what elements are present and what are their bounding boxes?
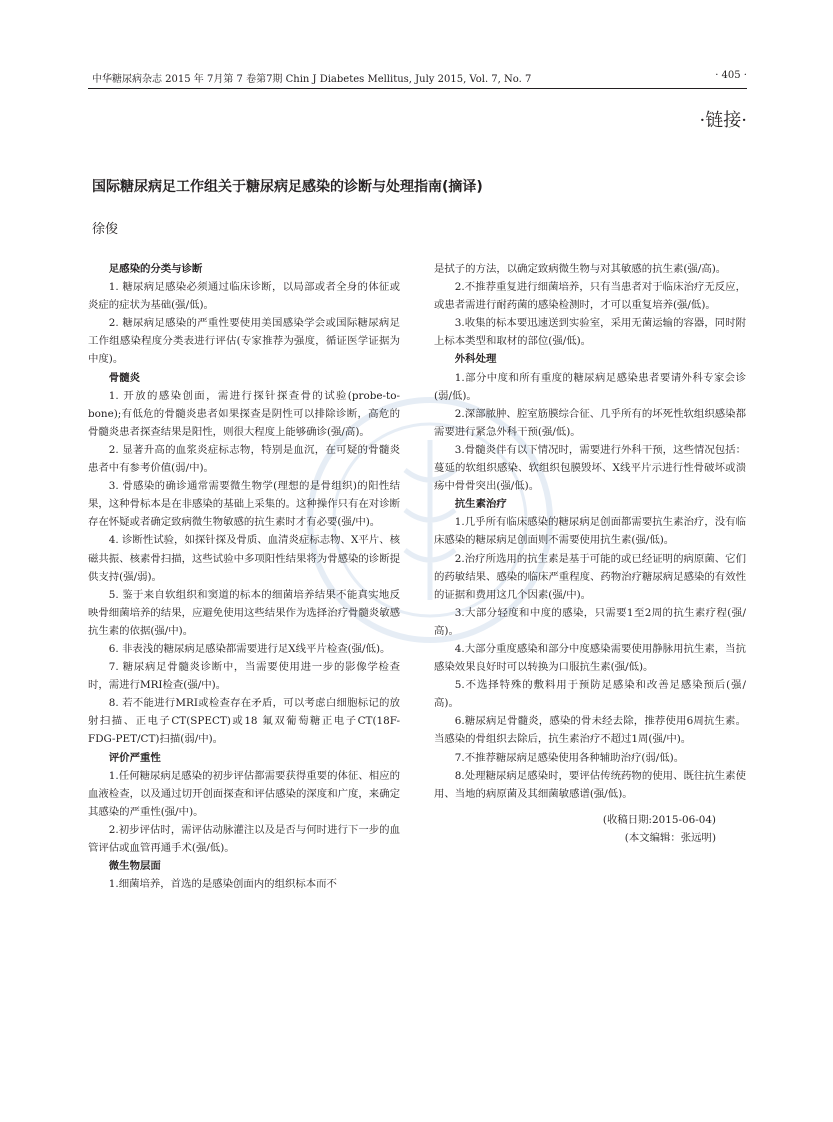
section-heading: 足感染的分类与诊断	[108, 263, 203, 275]
section-tag: ·链接·	[699, 110, 747, 131]
paragraph: 2.治疗所选用的抗生素是基于可能的或已经证明的病原菌、它们的药敏结果、感染的临床严重程度、药物治疗糖尿病足感染的有效性的证据和费用这几个因素(强/中)。	[434, 552, 746, 601]
article-title: 国际糖尿病足工作组关于糖尿病足感染的诊断与处理指南(摘译)	[92, 179, 483, 195]
article-meta	[434, 811, 746, 847]
paragraph: 5. 鉴于来自软组织和窦道的标本的细菌培养结果不能真实地反映骨细菌培养的结果，应避免使用这些结果作为选择治疗骨髓炎敏感抗生素的依据(强/中)。	[88, 588, 400, 637]
paragraph: 2.深部脓肿、腔室筋膜综合征、几乎所有的坏死性软组织感染都需要进行紧急外科干预(强/低)。	[434, 407, 746, 438]
paragraph: 2. 显著升高的血浆炎症标志物，特别是血沉，在可疑的骨髓炎患者中有参考价值(弱/中)。	[88, 443, 400, 475]
page-number: · 405 ·	[715, 70, 747, 81]
right-column	[434, 260, 746, 847]
received-date: (收稿日期:2015-06-04)	[602, 813, 716, 826]
paragraph: 2.初步评估时，需评估动脉灌注以及是否与何时进行下一步的血管评估或血管再通手术(强/低)。	[88, 823, 400, 854]
paragraph: 3.大部分轻度和中度的感染，只需要1至2周的抗生素疗程(强/高)。	[434, 606, 746, 637]
paragraph: 4. 诊断性试验，如探针探及骨质、血清炎症标志物、X平片、核磁共振、核素骨扫描，这些试验中多项阳性结果将为骨感染的诊断提供支持(强/弱)。	[88, 534, 400, 583]
paragraph: 1.任何糖尿病足感染的初步评估都需要获得重要的体征、相应的血液检查，以及通过切开创面探查和评估感染的深度和广度，来确定其感染的严重性(强/中)。	[88, 769, 400, 818]
section-heading: 抗生素治疗	[454, 498, 507, 511]
paragraph: 7. 糖尿病足骨髓炎诊断中，当需要使用进一步的影像学检查时，需进行MRI检查(强/中)。	[88, 661, 400, 692]
paragraph: 5.不选择特殊的敷料用于预防足感染和改善足感染预后(强/高)。	[434, 679, 746, 710]
section-heading: 微生物层面	[108, 860, 161, 873]
paragraph: 6. 非表浅的糖尿病足感染都需要进行足X线平片检查(强/低)。	[108, 642, 391, 655]
paragraph: 1. 开放的感染创面，需进行探针探查骨的试验(probe-to-bone);有低危的骨髓炎患者如果探查是阴性可以排除诊断，高危的骨髓炎患者探查结果是阳性，则很大程度上能够确诊(强/高)。	[88, 389, 400, 438]
section-heading: 骨髓炎	[108, 371, 140, 384]
paragraph: 1.细菌培养，首选的是感染创面内的组织标本而不	[108, 878, 337, 891]
paragraph: 2. 糖尿病足感染的严重性要使用美国感染学会或国际糖尿病足工作组感染程度分类表进行评估(专家推荐为强度，循证医学证据为中度)。	[88, 317, 400, 366]
left-column	[88, 260, 400, 893]
section-heading: 评价严重性	[108, 751, 161, 764]
paragraph: 3.骨髓炎伴有以下情况时，需要进行外科干预，这些情况包括：蔓延的软组织感染、软组织包膜毁坏、X线平片示进行性骨破坏或溃疡中骨骨突出(强/低)。	[434, 443, 746, 493]
paragraph: 7.不推荐糖尿病足感染使用各种辅助治疗(弱/低)。	[454, 751, 685, 764]
paragraph: 2.不推荐重复进行细菌培养，只有当患者对于临床治疗无反应，或患者需进行耐药菌的感染检测时，才可以重复培养(强/低)。	[434, 281, 746, 312]
paragraph: 3. 骨感染的确诊通常需要微生物学(理想的是骨组织)的阳性结果，这种骨标本是在非感染的基础上采集的。这种操作只有在对诊断存在怀疑或者确定致病微生物敏感的抗生素时才有必要(强/中)。	[88, 480, 400, 529]
section-heading: 外科处理	[454, 353, 497, 366]
paragraph: 是拭子的方法，以确定致病微生物与对其敏感的抗生素(强/高)。	[434, 263, 727, 275]
paragraph: 6.糖尿病足骨髓炎，感染的骨未经去除，推荐使用6周抗生素。当感染的骨组织去除后，抗生素治疗不超过1周(强/中)。	[434, 715, 746, 746]
paragraph: 8. 若不能进行MRI或检查存在矛盾，可以考虑白细胞标记的放射扫描、正电子CT(SPECT)或18 氟双葡萄糖正电子CT(18F-FDG-PET/CT)扫描(弱/中)。	[88, 697, 400, 746]
paragraph: 1. 糖尿病足感染必须通过临床诊断，以局部或者全身的体征或炎症的症状为基础(强/低)。	[88, 281, 400, 312]
paragraph: 1.几乎所有临床感染的糖尿病足创面都需要抗生素治疗，没有临床感染的糖尿病足创面则不需要使用抗生素(强/低)。	[434, 516, 746, 547]
editor-credit: (本文编辑：张远明)	[624, 831, 716, 844]
paragraph: 8.处理糖尿病足感染时，要评估传统药物的使用、既往抗生素使用、当地的病原菌及其细菌敏感谱(强/低)。	[434, 769, 746, 800]
paragraph: 1.部分中度和所有重度的糖尿病足感染患者要请外科专家会诊(弱/低)。	[434, 371, 746, 402]
article-author: 徐俊	[92, 222, 119, 237]
header-rule	[88, 88, 747, 89]
paragraph: 4.大部分重度感染和部分中度感染需要使用静脉用抗生素，当抗感染效果良好时可以转换为口服抗生素(强/低)。	[434, 642, 746, 674]
paragraph: 3.收集的标本要迅速送到实验室，采用无菌运输的容器，同时附上标本类型和取材的部位(强/低)。	[434, 317, 746, 348]
running-header: 中华糖尿病杂志 2015 年 7月第 7 卷第7期 Chin J Diabetes Mellitus, July 2015, Vol. 7, No. 7	[92, 74, 532, 85]
